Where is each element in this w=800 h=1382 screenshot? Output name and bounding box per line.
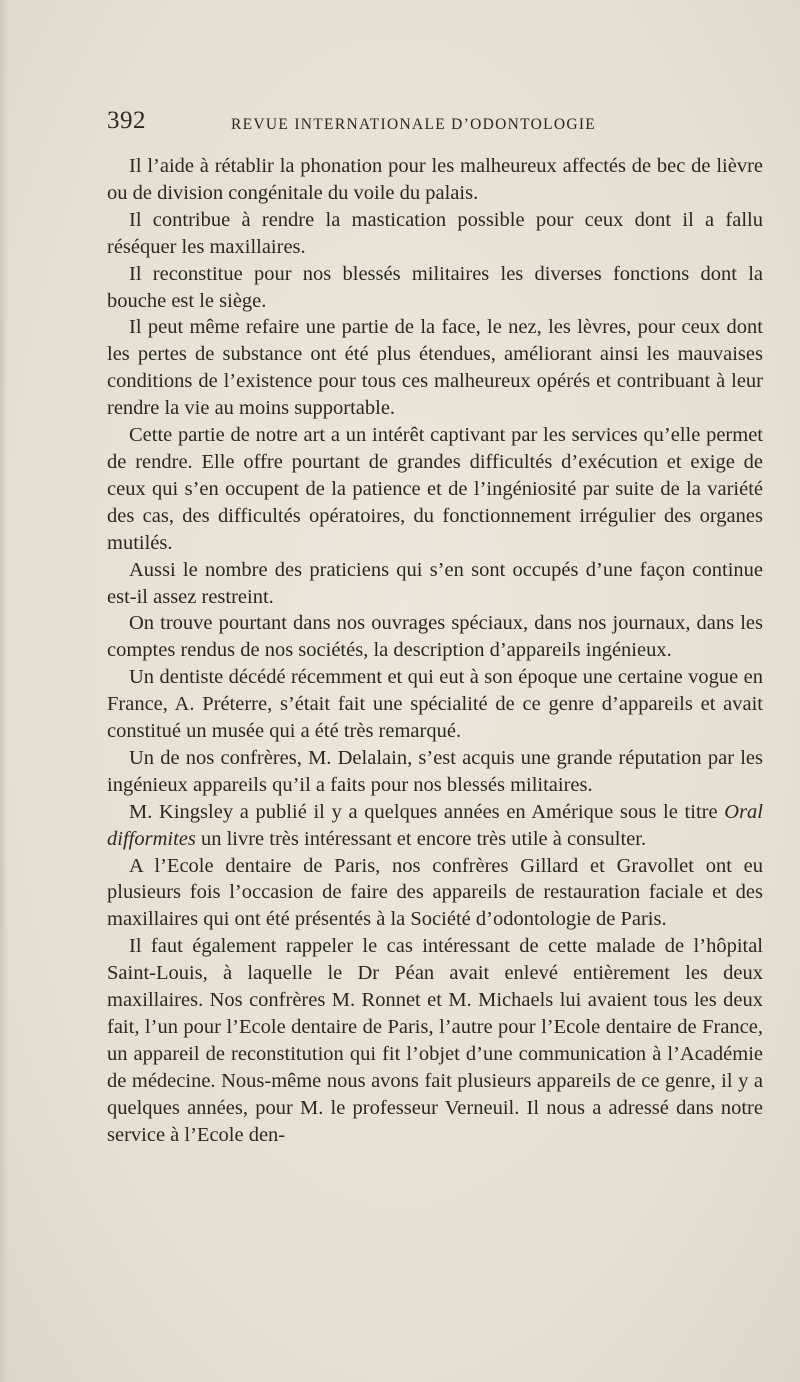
paragraph-preterre: Un dentiste décédé récemment et qui eut à son époque une certaine vogue en France, A. Préterre, s’était fait une spécialité de ce genre d’appareils et avait constitué un musée qui a été très remarqué.	[107, 666, 763, 743]
page-edge-shadow	[0, 0, 8, 1382]
body-text	[107, 153, 763, 1149]
paragraph-phonation: Il l’aide à rétablir la phonation pour les malheureux affectés de bec de lièvre ou de division congénitale du voile du palais.	[107, 155, 763, 204]
paragraph-publications: On trouve pourtant dans nos ouvrages spéciaux, dans nos journaux, dans les comptes rendus de nos sociétés, la description d’appareils ingénieux.	[107, 612, 763, 662]
paragraph-practitioners: Aussi le nombre des praticiens qui s’en sont occupés d’une façon continue est-il assez restreint.	[107, 558, 763, 608]
paragraph-wounded-soldiers: Il reconstitue pour nos blessés militaires les diverses fonctions dont la bouche est le siège.	[107, 262, 763, 312]
paragraph-difficulties: Cette partie de notre art a un intérêt captivant par les services qu’elle permet de rendre. Elle offre pourtant de grandes difficultés d’exécution et exige de ceux qui s’en occupent de la patience et de l’ingéniosité par suite de la variété des cas, des difficultés opératoires, du fonctionnement irrégulier des organes mutilés.	[107, 424, 763, 554]
paragraph-saint-louis: Il faut également rappeler le cas intéressant de cette malade de l’hôpital Saint-Louis, à laquelle le Dr Péan avait enlevé entièrement les deux maxillaires. Nos confrères M. Ronnet et M. Michaels lui avaient tous les deux fait, l’un pour l’Ecole dentaire de Paris, l’autre pour l’Ecole dentaire de France, un appareil de reconstitution qui fit l’objet d’une communication à l’Académie de médecine. Nous-même nous avons fait plusieurs appareils de ce genre, il y a quelques années, pour M. le professeur Verneuil. Il nous a adressé dans notre service à l’Ecole den-	[107, 935, 763, 1146]
book-title: Oral difformites	[107, 800, 763, 850]
paragraph-ecole-dentaire: A l’Ecole dentaire de Paris, nos confrères Gillard et Gravollet ont eu plusieurs fois l’occasion de faire des appareils de restauration faciale et des maxillaires qui ont été présentés à la Société d’odontologie de Paris.	[107, 854, 763, 931]
kingsley-text-after: un livre très intéressant et encore très utile à consulter.	[195, 827, 647, 850]
paragraph-face-repair: Il peut même refaire une partie de la face, le nez, les lèvres, pour ceux dont les pertes de substance ont été plus étendues, améliorant ainsi les mauvaises conditions de l’existence pour tous ces malheureux opérés et contribuant à leur rendre la vie au moins supportable.	[107, 316, 763, 420]
page-number: 392	[107, 107, 146, 134]
paragraph-kingsley	[107, 799, 763, 853]
page-header	[107, 107, 763, 137]
paragraph-mastication: Il contribue à rendre la mastication possible pour ceux dont il a fallu réséquer les maxillaires.	[107, 208, 763, 258]
running-title: REVUE INTERNATIONALE D’ODONTOLOGIE	[231, 116, 597, 133]
kingsley-text-before: M. Kingsley a publié il y a quelques années en Amérique sous le titre	[129, 800, 725, 823]
paragraph-delalain: Un de nos confrères, M. Delalain, s’est acquis une grande réputation par les ingénieux appareils qu’il a faits pour nos blessés militaires.	[107, 746, 763, 796]
